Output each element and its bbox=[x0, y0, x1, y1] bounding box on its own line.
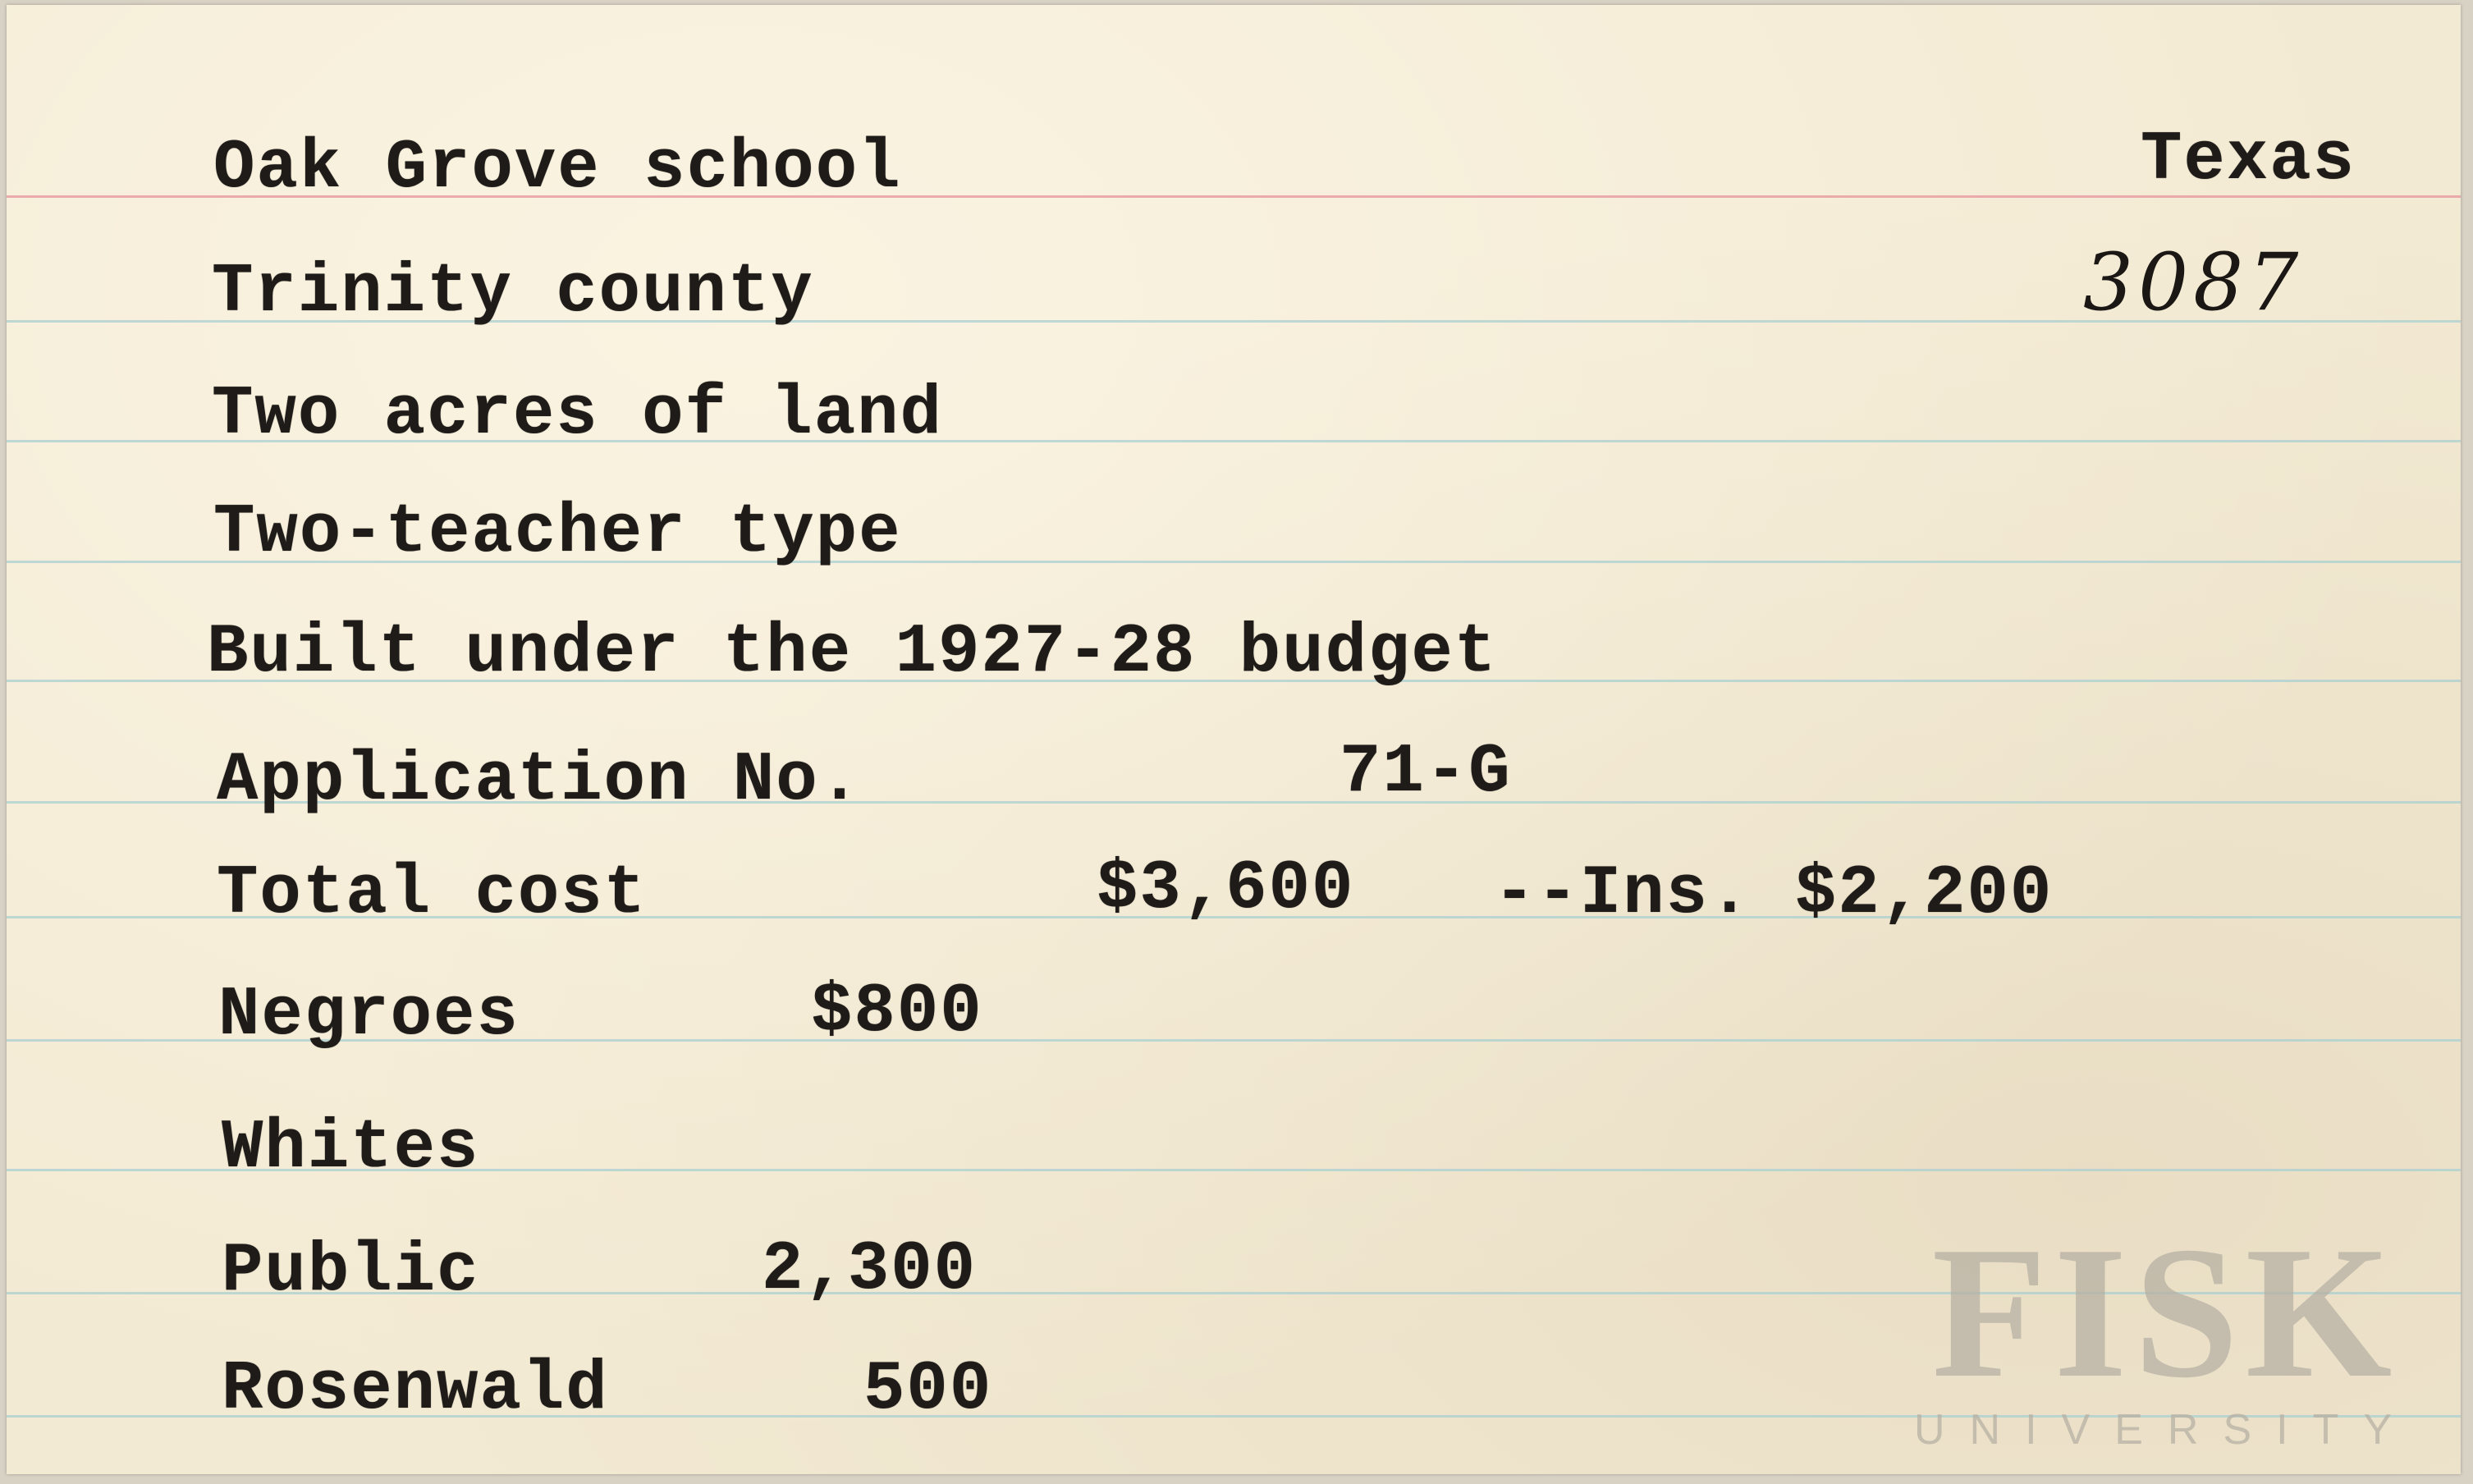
index-card bbox=[7, 5, 2461, 1474]
negroes-label: Negroes bbox=[218, 977, 520, 1055]
negroes-value: $800 bbox=[811, 973, 983, 1051]
total-cost-value: $3,600 bbox=[1097, 850, 1355, 928]
budget-year: Built under the 1927-28 budget bbox=[207, 614, 1498, 692]
land: Two acres of land bbox=[212, 376, 943, 454]
state-name: Texas bbox=[2141, 121, 2356, 199]
whites-label: Whites bbox=[222, 1110, 480, 1188]
rosenwald-value: 500 bbox=[863, 1351, 993, 1429]
insurance-value: --Ins. $2,200 bbox=[1494, 855, 2054, 933]
fisk-university-watermark bbox=[1886, 1207, 2444, 1464]
total-cost-label: Total cost bbox=[217, 855, 648, 933]
public-label: Public bbox=[222, 1233, 480, 1311]
school-name: Oak Grove school bbox=[213, 130, 902, 208]
public-value: 2,300 bbox=[762, 1231, 978, 1309]
watermark-word: FISK bbox=[1931, 1207, 2399, 1417]
building-type: Two-teacher type bbox=[213, 494, 902, 572]
card-number: 3087 bbox=[2083, 236, 2304, 328]
county: Trinity county bbox=[212, 254, 814, 332]
application-label: Application No. bbox=[217, 742, 863, 820]
application-number: 71-G bbox=[1340, 734, 1512, 812]
watermark-subtitle: UNIVERSITY bbox=[1913, 1406, 2417, 1454]
rosenwald-label: Rosenwald bbox=[222, 1351, 609, 1429]
